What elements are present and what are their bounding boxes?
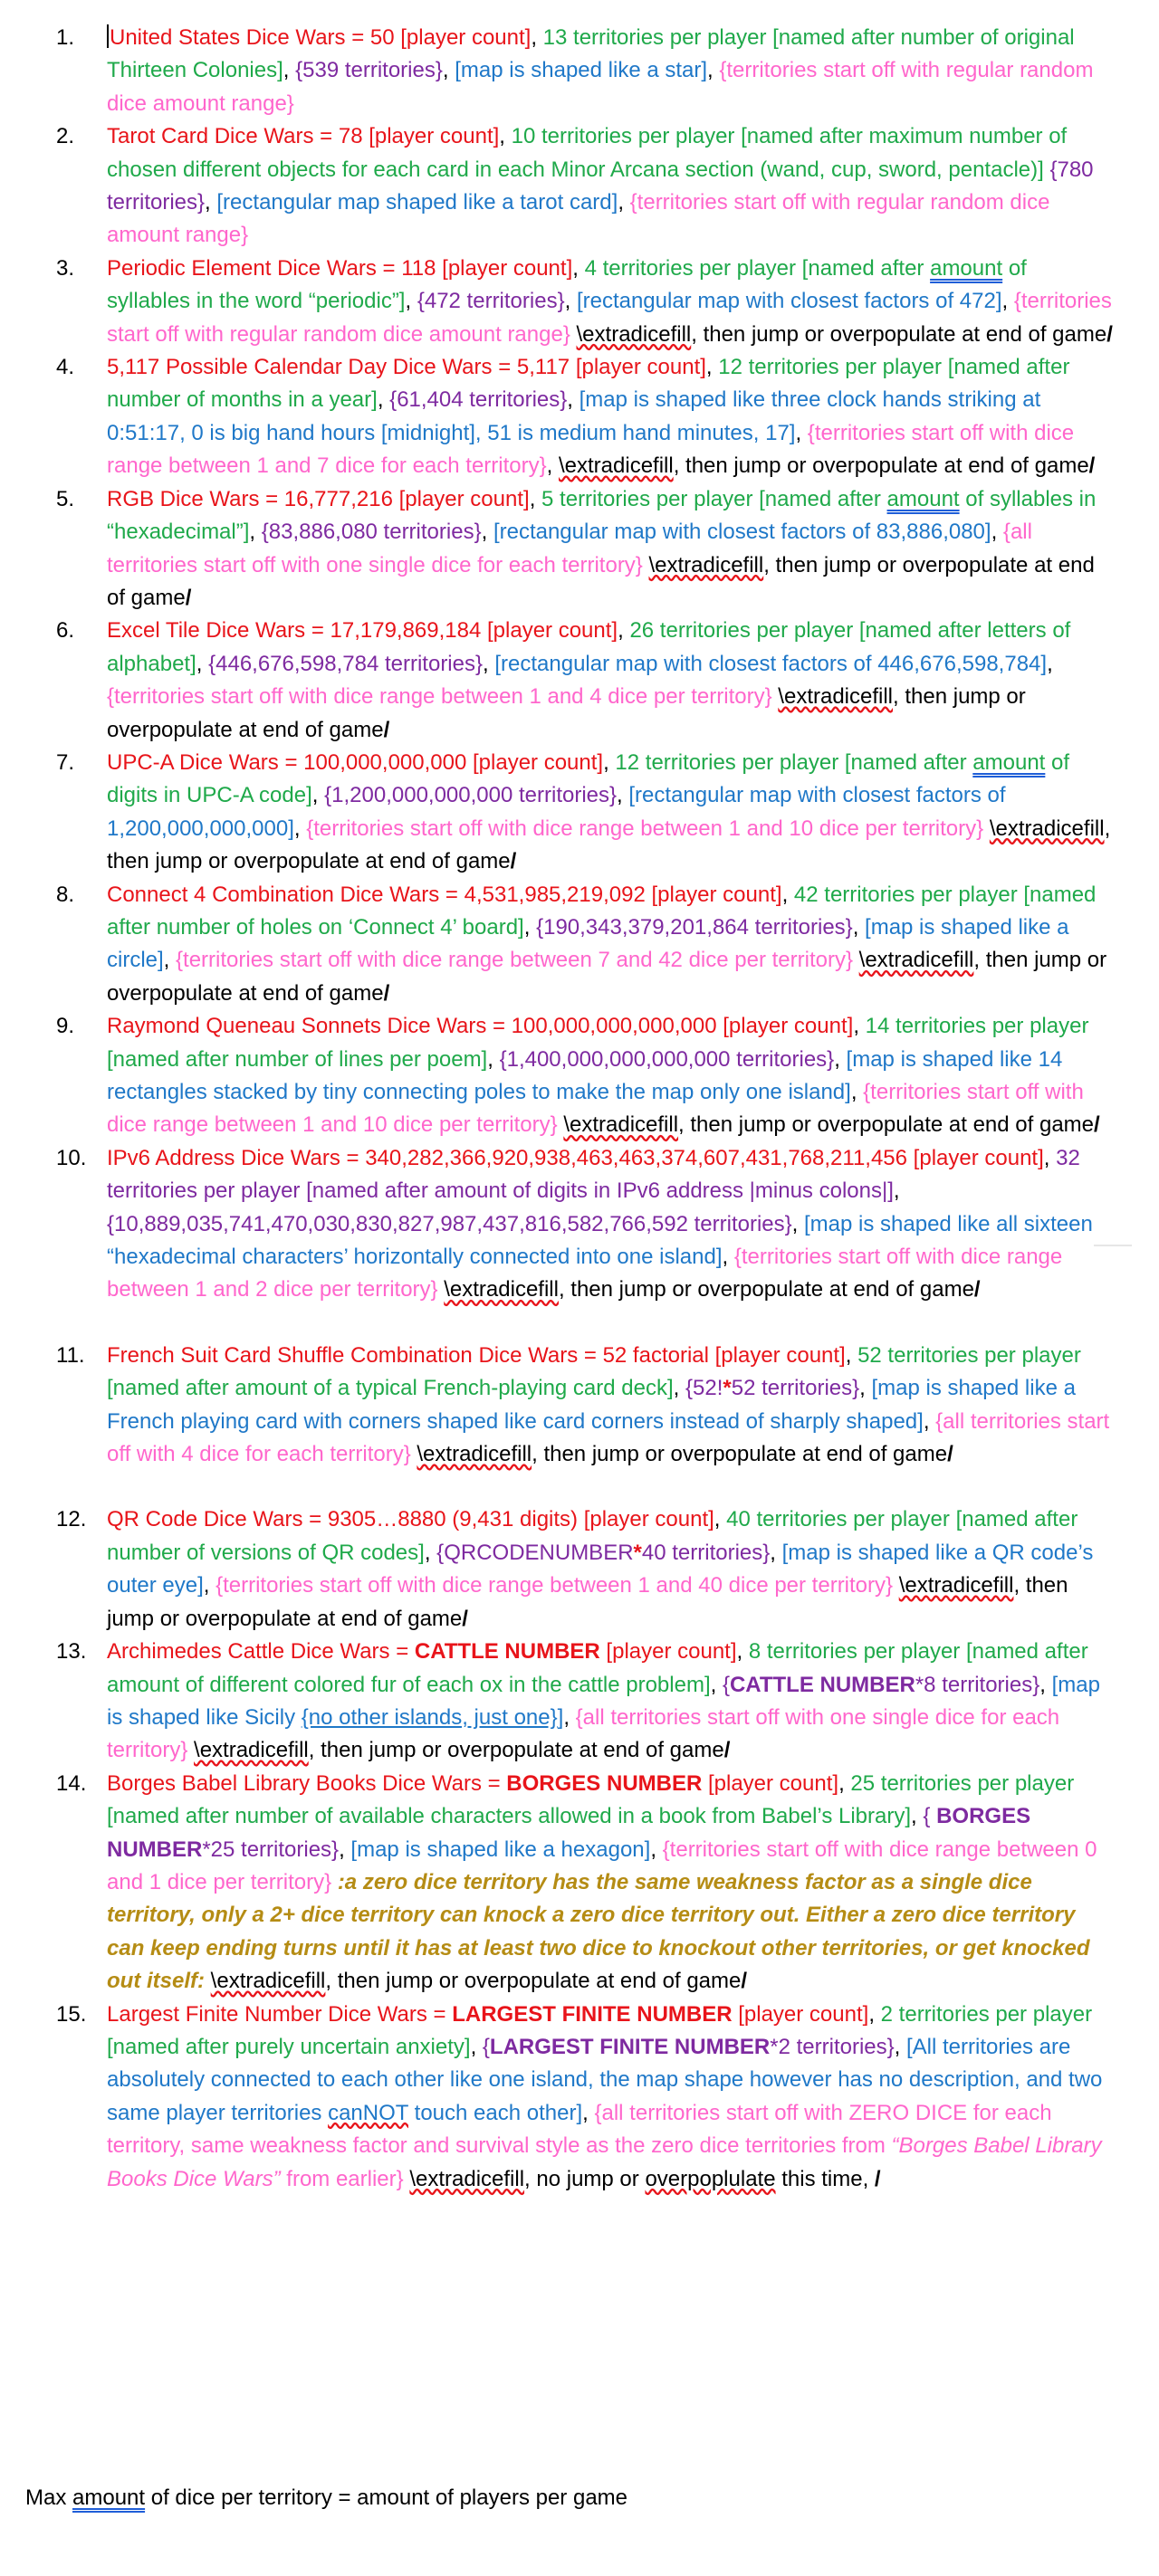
text-run: canNOT <box>328 2100 408 2125</box>
item-number: 3. <box>56 255 75 281</box>
text-run: , <box>893 1178 900 1204</box>
text-run: {territories start off with dice range between 1 and 7 dice for each territory} <box>107 420 1075 479</box>
text-run: / <box>462 1606 468 1631</box>
text-run: [map is shaped like a French playing card with corners shaped like card corners instead of sharply shaped] <box>107 1376 1076 1434</box>
text-run: of syllables in the word “periodic”] <box>107 255 1027 314</box>
text-run: , <box>424 1540 437 1565</box>
text-run <box>643 553 649 577</box>
text-run: 8 territories per player [named after amount of different colored fur of each ox in the cattle problem] <box>107 1639 1088 1697</box>
list-item <box>0 1636 1159 1768</box>
item-number: 13. <box>56 1639 87 1665</box>
text-run: , <box>603 749 616 775</box>
text-run: / <box>723 1738 731 1763</box>
text-run: , <box>572 255 585 281</box>
text-run: , <box>673 1376 685 1401</box>
text-run: {territories start off with dice range between 1 and 10 dice per territory} <box>306 816 984 841</box>
text-run: QR Code Dice Wars = 9305…8880 (9,431 digits) [player count] <box>107 1507 714 1532</box>
text-run: , <box>487 1046 500 1072</box>
item-number: 15. <box>56 2001 87 2027</box>
text-run: RGB Dice Wars = 16,777,216 [player count] <box>107 486 530 511</box>
text-run: , <box>499 124 512 149</box>
text-run: amount <box>886 486 960 511</box>
text-run: , then jump or overpopulate at end of game <box>673 453 1089 479</box>
text-run: {1,400,000,000,000,000 territories} <box>499 1046 835 1072</box>
text-run: Connect 4 Combination Dice Wars = 4,531,985,219,092 [player count] <box>107 882 782 907</box>
text-run: , <box>481 520 493 545</box>
text-run: {territories start off with dice range between 7 and 42 dice per territory} <box>176 948 853 973</box>
text-run: , then jump or overpopulate at end of game <box>107 948 1107 1006</box>
text-run <box>983 816 990 841</box>
item-number: 6. <box>56 618 75 644</box>
text-run: , <box>991 520 1003 545</box>
text-run: 5 territories per player [named after <box>541 486 887 511</box>
text-run: , <box>722 1245 734 1270</box>
text-run: {780 territories} <box>107 157 1094 215</box>
text-run: / <box>973 1277 981 1302</box>
text-run: , <box>483 651 495 676</box>
text-run: , <box>834 1046 847 1072</box>
text-run: , <box>911 1804 924 1829</box>
text-run: [rectangular map shaped like a tarot card] <box>216 190 618 215</box>
text-run: [map is shaped like a circle] <box>107 914 1069 973</box>
text-run: 26 territories per player [named after letters of alphabet] <box>107 618 1071 676</box>
text-run: amount <box>930 255 1003 281</box>
item-number: 12. <box>56 1507 87 1532</box>
text-run: [map is shaped like a hexagon] <box>350 1837 651 1862</box>
text-run: , <box>795 420 808 445</box>
text-run: {61,404 territories} <box>389 387 568 413</box>
item-number: 14. <box>56 1770 87 1796</box>
text-run: 12 territories per player [named after number of months in a year] <box>107 355 1070 413</box>
text-run <box>853 948 859 972</box>
text-run: , <box>838 1770 851 1796</box>
text-run: {all territories start off with 4 dice for each territory} <box>107 1408 1110 1467</box>
text-run: , <box>1039 1672 1052 1697</box>
text-run: 10 territories per player [named after maximum number of chosen different objects for each card in each Minor Arcana section (wand, cup, sword, pentacle)] <box>107 124 1068 182</box>
text-run: , <box>705 355 719 380</box>
text-run: 40 territories} <box>641 1540 771 1565</box>
text-run: , <box>582 2100 595 2125</box>
text-cursor <box>107 24 109 48</box>
text-run: , <box>1001 289 1014 314</box>
text-run: “Borges Babel Library Books Dice Wars” <box>107 2133 1102 2191</box>
text-run: *25 territories} <box>202 1837 340 1862</box>
text-run: , <box>618 190 630 215</box>
text-run: \extradicefill <box>558 453 674 479</box>
text-run: [map is shaped like 14 rectangles stacked by tiny connecting poles to make the map only one island] <box>107 1046 1063 1104</box>
list-item <box>0 879 1159 1011</box>
list-item <box>0 483 1159 615</box>
text-run: French Suit Card Shuffle Combination Dice Wars = 52 factorial [player count] <box>107 1342 846 1368</box>
text-run: 32 territories per player [named after amount of digits in IPv6 address |minus colons|] <box>107 1145 1080 1204</box>
text-run: , <box>850 1080 864 1104</box>
footer-amount: amount <box>72 2485 146 2510</box>
text-run: , <box>283 58 296 83</box>
text-run: [player count] <box>732 2001 869 2027</box>
text-run: , <box>1043 1145 1057 1170</box>
text-run: [rectangular map with closest factors of 472] <box>576 289 1002 314</box>
text-run: * <box>723 1376 732 1401</box>
item-number: 7. <box>56 749 75 775</box>
text-run: LARGEST FINITE NUMBER <box>452 2001 733 2027</box>
text-run: [rectangular map with closest factors of 83,886,080] <box>493 520 991 545</box>
list-item <box>0 253 1159 351</box>
text-run: *2 territories} <box>770 2034 895 2059</box>
text-run: \extradicefill <box>989 816 1105 841</box>
list-item <box>0 1142 1159 1307</box>
text-run: {territories start off with regular random dice amount range} <box>107 289 1112 347</box>
text-run: , then jump or overpopulate at end of game <box>107 816 1111 874</box>
text-run: amount <box>972 749 1046 775</box>
text-run: 13 territories per player [named after number of original Thirteen Colonies] <box>107 25 1075 83</box>
list-item <box>0 615 1159 747</box>
text-run: [rectangular map with closest factors of 1,200,000,000,000] <box>107 783 1006 841</box>
text-run: Tarot Card Dice Wars = 78 [player count] <box>107 124 500 149</box>
text-run: , <box>567 387 580 413</box>
text-run: CATTLE NUMBER <box>729 1672 915 1697</box>
list-item <box>0 120 1159 253</box>
text-run: , then jump or overpopulate at end of game <box>678 1112 1095 1138</box>
text-run: \extradicefill <box>563 1112 679 1138</box>
text-run: Periodic Element Dice Wars = 118 [player count] <box>107 255 573 281</box>
text-run: * <box>633 1540 642 1565</box>
text-run: \extradicefill <box>576 321 692 347</box>
text-run: Borges Babel Library Books Dice Wars = <box>107 1770 507 1796</box>
item-number: 4. <box>56 355 75 380</box>
text-run: / <box>1094 1112 1100 1138</box>
text-run: of digits in UPC-A code] <box>107 749 1070 808</box>
text-run: {territories start off with dice range between 1 and 10 dice per territory} <box>107 1080 1084 1138</box>
text-run <box>331 1870 338 1894</box>
text-run: UPC-A Dice Wars = 100,000,000,000 [player count] <box>107 749 604 775</box>
text-run: / <box>874 2166 881 2191</box>
text-run: , then jump or overpopulate at end of game <box>107 1573 1068 1631</box>
footer-pre: Max <box>25 2485 73 2510</box>
text-run: {83,886,080 territories} <box>261 520 482 545</box>
text-run: , no jump or <box>524 2166 646 2191</box>
text-run: , <box>531 25 543 50</box>
text-run: 52 territories} <box>731 1376 860 1401</box>
text-run: [rectangular map with closest factors of 446,676,598,784] <box>494 651 1048 676</box>
text-run: \extradicefill <box>648 552 764 577</box>
text-run: / <box>1088 453 1096 479</box>
item-number: 1. <box>56 25 75 50</box>
text-run: , <box>163 948 177 973</box>
text-run: / <box>383 980 390 1006</box>
text-run: 4 territories per player [named after <box>584 255 931 281</box>
text-run: [map is shaped like all sixteen “hexadecimal characters’ horizontally connected into one island] <box>107 1211 1093 1270</box>
text-run: , <box>311 783 325 808</box>
text-run: { <box>923 1804 937 1829</box>
text-run: {territories start off with regular random dice amount range} <box>107 190 1050 248</box>
text-run: , <box>736 1639 749 1665</box>
text-run: 12 territories per player [named after <box>615 749 973 775</box>
item-number: 10. <box>56 1145 87 1170</box>
text-run: this time, <box>775 2166 875 2191</box>
text-run: [All territories are absolutely connected to each other like one island, the map shape however has no description, and two same player territories <box>107 2034 1103 2125</box>
text-run: , <box>770 1540 782 1565</box>
text-run: [player count] <box>599 1639 737 1665</box>
text-run: from earlier} <box>280 2166 404 2191</box>
text-run: { <box>482 2034 490 2059</box>
text-run: , <box>546 453 559 479</box>
text-run: {190,343,379,201,864 territories} <box>536 914 853 940</box>
text-run: 25 territories per player [named after number of available characters allowed in a book from Babel’s Library] <box>107 1770 1075 1829</box>
text-run: {10,889,035,741,470,030,830,827,987,437,816,582,766,592 territories} <box>107 1211 792 1236</box>
text-run: , then jump or overpopulate at end of game <box>107 552 1095 610</box>
text-run: , <box>617 783 629 808</box>
text-run: {1,200,000,000,000 territories} <box>324 783 618 808</box>
text-run: CATTLE NUMBER <box>414 1639 600 1665</box>
text-run: Archimedes Cattle Dice Wars = <box>107 1639 415 1665</box>
text-run: , <box>470 2034 483 2059</box>
text-run: 14 territories per player [named after number of lines per poem] <box>107 1014 1089 1072</box>
text-run: , <box>859 1376 872 1401</box>
text-run: , <box>529 486 542 511</box>
text-run: , <box>196 651 209 676</box>
dice-wars-list <box>0 22 1159 2196</box>
text-run: {52! <box>685 1376 723 1401</box>
text-run: , <box>203 1573 216 1598</box>
text-run: BORGES NUMBER <box>506 1770 703 1796</box>
text-run: ] <box>557 1704 564 1730</box>
text-run: {QRCODENUMBER <box>436 1540 634 1565</box>
text-run: , <box>707 58 720 83</box>
text-run: , <box>781 882 794 907</box>
text-run: , <box>618 618 630 644</box>
text-run: Largest Finite Number Dice Wars = <box>107 2001 453 2027</box>
text-run: 5,117 Possible Calendar Day Dice Wars = 5,117 [player count] <box>107 355 706 380</box>
text-run <box>893 1573 899 1598</box>
text-run: , <box>923 1408 936 1434</box>
text-run: , <box>868 2001 881 2027</box>
text-run: , then jump or overpopulate at end of game <box>691 321 1107 347</box>
text-run: [map is shaped like three clock hands striking at 0:51:17, 0 is big hand hours [midnight], 51 is medium hand minutes, 17] <box>107 387 1041 445</box>
text-run: \extradicefill <box>417 1442 532 1467</box>
text-run: , <box>845 1342 858 1368</box>
footer-note <box>25 2482 627 2514</box>
list-item <box>0 1503 1159 1636</box>
margin-mark <box>1094 1245 1132 1246</box>
text-run: \extradicefill <box>194 1738 309 1763</box>
text-run: *8 territories} <box>915 1672 1040 1697</box>
text-run: , <box>791 1211 804 1236</box>
text-run <box>205 1969 211 1993</box>
text-run: Excel Tile Dice Wars = 17,179,869,184 [player count] <box>107 618 618 644</box>
text-run: , <box>405 289 417 314</box>
text-run: United States Dice Wars = 50 [player count] <box>110 25 532 50</box>
list-item <box>0 1010 1159 1142</box>
text-run: [player count] <box>702 1770 839 1796</box>
text-run: / <box>741 1969 748 1994</box>
text-run: {territories start off with dice range between 0 and 1 dice per territory} <box>107 1837 1097 1894</box>
text-run: overpoplulate <box>645 2166 776 2191</box>
text-run: \extradicefill <box>778 684 894 710</box>
text-run: [map is shaped like Sicily <box>107 1672 1100 1730</box>
text-run: {472 territories} <box>417 289 565 314</box>
text-run: , <box>710 1672 723 1697</box>
list-item <box>0 1999 1159 2196</box>
text-run: , <box>650 1837 663 1862</box>
item-number: 9. <box>56 1014 75 1039</box>
item-number: 11. <box>56 1342 85 1368</box>
text-run: of syllables in “hexadecimal”] <box>107 486 1097 545</box>
text-run: , <box>894 2034 906 2059</box>
text-run: , <box>563 1704 576 1730</box>
text-run: IPv6 Address Dice Wars = 340,282,366,920,938,463,463,374,607,431,768,211,456 [player count] <box>107 1145 1044 1170</box>
text-run: LARGEST FINITE NUMBER <box>489 2034 771 2059</box>
text-run: {all territories start off with ZERO DICE for each territory, same weakness factor and survival style as the zero dice territories from <box>107 2100 1052 2159</box>
item-number: 2. <box>56 124 75 149</box>
text-run: {all territories start off with one single dice for each territory} <box>107 520 1032 577</box>
list-item <box>0 22 1159 120</box>
text-run: , then jump or overpopulate at end of game <box>325 1969 742 1994</box>
text-run: , <box>249 520 262 545</box>
text-run: , <box>205 190 217 215</box>
text-run: 42 territories per player [named after number of holes on ‘Connect 4’ board] <box>107 882 1097 940</box>
footer-post: of dice per territory = amount of players per game <box>145 2485 627 2510</box>
text-run: [map is shaped like a QR code’s outer eye] <box>107 1540 1094 1598</box>
text-run: {territories start off with dice range between 1 and 2 dice per territory} <box>107 1245 1063 1302</box>
text-run: Raymond Queneau Sonnets Dice Wars = 100,000,000,000,000 [player count] <box>107 1014 854 1039</box>
text-run: 40 territories per player [named after number of versions of QR codes] <box>107 1507 1078 1565</box>
text-run: {territories start off with dice range between 1 and 40 dice per territory} <box>216 1573 894 1598</box>
text-run: [map is shaped like a star] <box>455 58 708 83</box>
list-item <box>0 747 1159 879</box>
item-number: 5. <box>56 486 75 511</box>
text-run: BORGES NUMBER <box>107 1804 1031 1862</box>
text-run: , then jump or overpopulate at end of game <box>107 684 1026 742</box>
text-run: \extradicefill <box>898 1573 1014 1598</box>
text-run: {539 territories} <box>295 58 443 83</box>
text-run: / <box>947 1442 953 1467</box>
list-item <box>0 351 1159 483</box>
text-run: , <box>377 387 390 413</box>
text-run: , <box>714 1507 727 1532</box>
text-run: , <box>293 816 307 841</box>
text-run: , <box>339 1837 351 1862</box>
text-run: , then jump or overpopulate at end of game <box>558 1277 974 1302</box>
list-item <box>0 1768 1159 1999</box>
text-run: \extradicefill <box>409 2166 525 2191</box>
text-run: {no other islands, just one} <box>301 1704 558 1730</box>
text-run: {446,676,598,784 territories} <box>208 651 484 676</box>
text-run: \extradicefill <box>444 1277 559 1302</box>
text-run: \extradicefill <box>210 1969 326 1994</box>
text-run: :a zero dice territory has the same weakness factor as a single dice territory, only a 2+ dice territory can knock a zero dice territory out. Either a zero dice territory can keep ending turns until it has at least two dice to knockout other territories, or get knocked out itself: <box>107 1869 1090 1994</box>
text-run: , <box>442 58 455 83</box>
list-item <box>0 1340 1159 1472</box>
text-run: / <box>383 717 390 742</box>
text-run: , <box>523 914 537 940</box>
text-run: {territories start off with dice range between 1 and 4 dice per territory} <box>107 684 772 710</box>
text-run: / <box>1106 321 1113 347</box>
text-run: 52 territories per player [named after amount of a typical French-playing card deck] <box>107 1342 1081 1401</box>
text-run: , <box>852 914 866 940</box>
text-run <box>570 322 577 347</box>
text-run: , then jump or overpopulate at end of game <box>532 1442 948 1467</box>
text-run: touch each other] <box>408 2100 583 2125</box>
text-run: { <box>722 1672 730 1697</box>
text-run: / <box>185 585 192 610</box>
text-run: 2 territories per player [named after purely uncertain anxiety] <box>107 2001 1093 2059</box>
text-run: , <box>564 289 577 314</box>
text-run: , then jump or overpopulate at end of game <box>308 1738 724 1763</box>
text-run: / <box>510 849 517 874</box>
text-run: , <box>853 1014 866 1039</box>
text-run: {territories start off with regular random dice amount range} <box>107 58 1094 116</box>
text-run: {all territories start off with one single dice for each territory} <box>107 1704 1060 1763</box>
text-run: , <box>1047 651 1053 676</box>
text-run: \extradicefill <box>858 948 974 973</box>
item-number: 8. <box>56 882 75 907</box>
